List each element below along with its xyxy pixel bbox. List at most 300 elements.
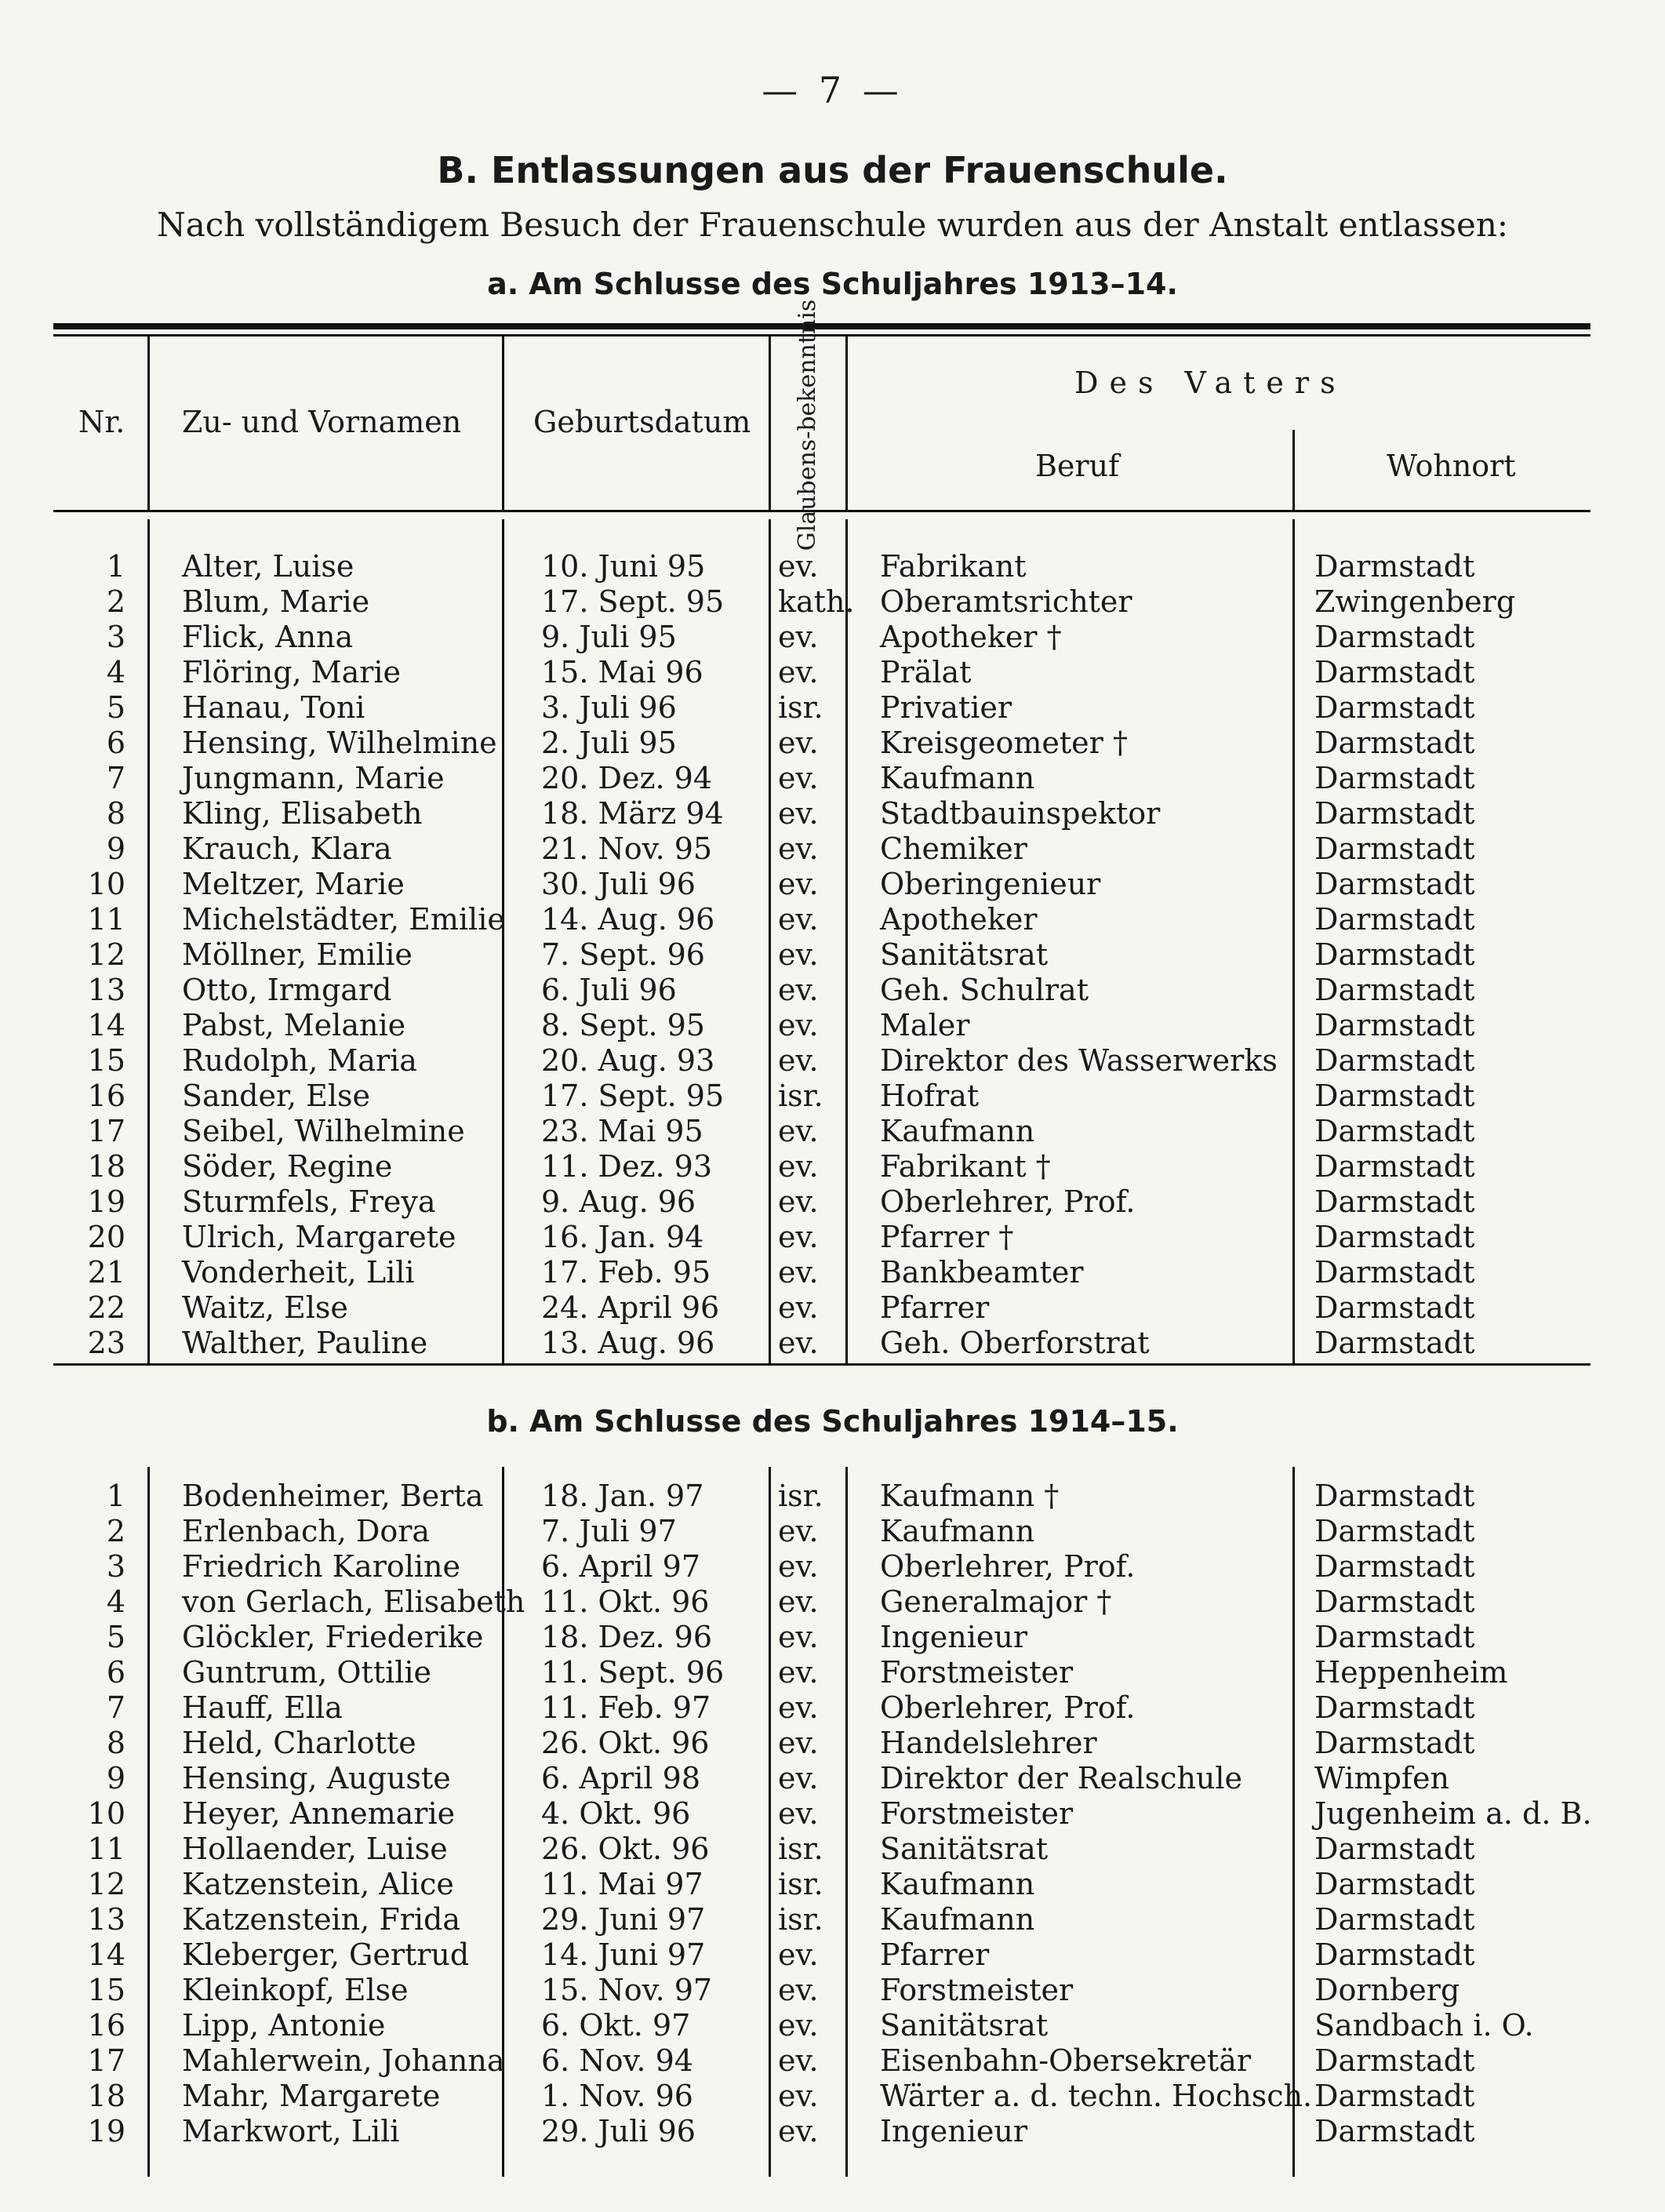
table-row [0,549,1665,584]
father-residence: Darmstadt [1314,690,1475,725]
father-residence: Darmstadt [1314,937,1475,972]
row-number: 10 [87,1796,125,1831]
birth-date: 20. Dez. 94 [541,761,712,795]
father-profession: Chemiker [880,831,1027,866]
birth-date: 9. Juli 95 [541,620,677,654]
row-number: 19 [87,1184,125,1219]
father-profession: Kaufmann [880,761,1035,795]
father-residence: Darmstadt [1314,1832,1475,1866]
student-name: Erlenbach, Dora [182,1514,431,1548]
student-name: Michelstädter, Emilie [182,902,505,937]
father-profession: Generalmajor † [880,1584,1112,1619]
row-number: 20 [87,1220,125,1254]
father-profession: Oberlehrer, Prof. [880,1184,1136,1219]
birth-date: 6. Nov. 94 [541,2043,693,2078]
faith: ev. [778,1514,819,1548]
faith: ev. [778,1690,819,1725]
row-number: 6 [106,726,125,760]
column-divider [769,336,771,510]
father-residence: Darmstadt [1314,620,1475,654]
father-profession: Kaufmann [880,1867,1035,1901]
father-profession: Apotheker [880,902,1038,937]
birth-date: 9. Aug. 96 [541,1184,696,1219]
father-profession: Forstmeister [880,1973,1074,2007]
row-number: 16 [87,1079,125,1113]
father-residence: Darmstadt [1314,2079,1475,2113]
father-profession: Bankbeamter [880,1255,1084,1290]
table-row [0,1690,1665,1726]
student-name: Glöckler, Friederike [182,1620,484,1654]
father-residence: Darmstadt [1314,726,1475,760]
row-number: 10 [87,867,125,901]
father-profession: Kaufmann † [880,1479,1060,1513]
faith: ev. [778,655,819,689]
birth-date: 15. Mai 96 [541,655,703,689]
father-profession: Kaufmann [880,1902,1035,1937]
father-profession: Forstmeister [880,1796,1074,1831]
row-number: 5 [106,1620,125,1654]
faith: ev. [778,1620,819,1654]
section-heading: B. Entlassungen aus der Frauenschule. [437,149,1228,191]
row-number: 9 [106,1761,125,1795]
row-number: 17 [87,1114,125,1148]
father-residence: Darmstadt [1314,1008,1475,1042]
row-number: 13 [87,1902,125,1937]
faith: ev. [778,2079,819,2113]
table-row [0,831,1665,867]
father-residence: Darmstadt [1314,1937,1475,1972]
faith: ev. [778,1149,819,1184]
birth-date: 11. Okt. 96 [541,1584,710,1619]
birth-date: 8. Sept. 95 [541,1008,705,1042]
table-row [0,1973,1665,2008]
student-name: Kleberger, Gertrud [182,1937,470,1972]
birth-date: 11. Sept. 96 [541,1655,725,1690]
row-number: 22 [87,1290,125,1325]
table-top-rule-thin [53,334,1590,337]
table-top-rule-thick [53,323,1590,329]
birth-date: 20. Aug. 93 [541,1043,715,1078]
student-name: Otto, Irmgard [182,973,392,1007]
birth-date: 17. Feb. 95 [541,1255,711,1290]
table-row [0,655,1665,690]
table-row [0,1514,1665,1549]
student-name: Flick, Anna [182,620,354,654]
table-row [0,2079,1665,2114]
faith: ev. [778,1326,819,1360]
row-number: 17 [87,2043,125,2078]
father-profession: Fabrikant [880,549,1027,584]
row-number: 2 [106,1514,125,1548]
birth-date: 24. April 96 [541,1290,720,1325]
student-name: Pabst, Melanie [182,1008,406,1042]
faith: ev. [778,1549,819,1584]
student-name: Vonderheit, Lili [182,1255,415,1290]
father-residence: Darmstadt [1314,1184,1475,1219]
student-name: Kling, Elisabeth [182,796,423,831]
faith: ev. [778,973,819,1007]
table-row [0,1326,1665,1361]
faith: isr. [778,1867,823,1901]
father-profession: Geh. Schulrat [880,973,1089,1007]
birth-date: 17. Sept. 95 [541,1079,725,1113]
student-name: Rudolph, Maria [182,1043,417,1078]
birth-date: 21. Nov. 95 [541,831,713,866]
row-number: 4 [106,655,125,689]
table-row [0,1726,1665,1761]
father-residence: Darmstadt [1314,1549,1475,1584]
column-divider [1292,430,1295,510]
row-number: 1 [106,549,125,584]
faith: ev. [778,549,819,584]
table-row [0,1290,1665,1326]
birth-date: 18. Dez. 96 [541,1620,712,1654]
father-profession: Prälat [880,655,972,689]
row-number: 7 [106,1690,125,1725]
father-residence: Darmstadt [1314,1079,1475,1113]
father-residence: Darmstadt [1314,1114,1475,1148]
father-profession: Eisenbahn-Obersekretär [880,2043,1252,2078]
father-profession: Kaufmann [880,1514,1035,1548]
column-divider [845,336,848,510]
row-number: 18 [87,1149,125,1184]
student-name: Bodenheimer, Berta [182,1479,484,1513]
row-number: 19 [87,2114,125,2148]
father-residence: Darmstadt [1314,1902,1475,1937]
father-residence: Darmstadt [1314,2043,1475,2078]
faith: isr. [778,1902,823,1937]
father-residence: Darmstadt [1314,1220,1475,1254]
student-name: Walther, Pauline [182,1326,428,1360]
father-residence: Dornberg [1314,1973,1460,2007]
student-name: Heyer, Annemarie [182,1796,456,1831]
faith: isr. [778,1079,823,1113]
student-name: Guntrum, Ottilie [182,1655,432,1690]
father-residence: Darmstadt [1314,1726,1475,1760]
birth-date: 7. Sept. 96 [541,937,705,972]
row-number: 14 [87,1937,125,1972]
table-row [0,1220,1665,1255]
table-row [0,1008,1665,1043]
row-number: 7 [106,761,125,795]
header-residence: Wohnort [1387,449,1516,483]
father-profession: Pfarrer † [880,1220,1014,1254]
faith: ev. [778,1937,819,1972]
student-name: Mahr, Margarete [182,2079,441,2113]
row-number: 18 [87,2079,125,2113]
father-profession: Handelslehrer [880,1726,1097,1760]
faith: ev. [778,1726,819,1760]
table-row [0,1184,1665,1220]
father-profession: Forstmeister [880,1655,1074,1690]
header-faith [773,299,843,551]
student-name: Markwort, Lili [182,2114,400,2148]
student-name: Hensing, Wilhelmine [182,726,497,760]
header-birth-date: Geburtsdatum [533,405,751,439]
father-residence: Darmstadt [1314,1479,1475,1513]
father-profession: Kaufmann [880,1114,1035,1148]
table-row [0,1761,1665,1796]
row-number: 6 [106,1655,125,1690]
student-name: Hauff, Ella [182,1690,343,1725]
father-profession: Sanitätsrat [880,937,1049,972]
table-section-a-bottom-rule [53,1363,1590,1366]
birth-date: 30. Juli 96 [541,867,696,901]
row-number: 11 [87,1832,125,1866]
faith: ev. [778,1255,819,1290]
table-row [0,1937,1665,1973]
birth-date: 7. Juli 97 [541,1514,677,1548]
birth-date: 13. Aug. 96 [541,1326,715,1360]
student-name: Jungmann, Marie [182,761,445,795]
faith: isr. [778,1832,823,1866]
table-row [0,620,1665,655]
faith: ev. [778,761,819,795]
faith: ev. [778,937,819,972]
header-faith-label: Glaubens-bekenntnis [794,299,821,551]
student-name: Sander, Else [182,1079,371,1113]
table-row [0,2114,1665,2149]
table-row [0,1479,1665,1514]
table-row [0,1043,1665,1079]
father-profession: Oberamtsrichter [880,584,1132,619]
father-residence: Darmstadt [1314,761,1475,795]
header-name: Zu- und Vornamen [182,405,462,439]
father-profession: Maler [880,1008,970,1042]
birth-date: 14. Juni 97 [541,1937,706,1972]
table-row [0,1584,1665,1620]
table-row [0,1620,1665,1655]
row-number: 15 [87,1973,125,2007]
student-name: Kleinkopf, Else [182,1973,409,2007]
faith: ev. [778,1184,819,1219]
father-profession: Ingenieur [880,2114,1028,2148]
table-row [0,1079,1665,1114]
birth-date: 11. Dez. 93 [541,1149,712,1184]
table-row [0,1867,1665,1902]
table-row [0,902,1665,937]
table-body-school-year-1914-15 [0,1479,1665,2149]
row-number: 4 [106,1584,125,1619]
birth-date: 23. Mai 95 [541,1114,703,1148]
table-row [0,1902,1665,1937]
faith: ev. [778,620,819,654]
faith: ev. [778,1796,819,1831]
column-divider [502,336,504,510]
father-residence: Darmstadt [1314,1326,1475,1360]
row-number: 8 [106,796,125,831]
row-number: 3 [106,1549,125,1584]
table-row [0,584,1665,620]
father-profession: Sanitätsrat [880,1832,1049,1866]
faith: ev. [778,1114,819,1148]
row-number: 16 [87,2008,125,2043]
row-number: 12 [87,1867,125,1901]
faith: ev. [778,1290,819,1325]
birth-date: 26. Okt. 96 [541,1832,710,1866]
birth-date: 17. Sept. 95 [541,584,725,619]
student-name: Katzenstein, Frida [182,1902,461,1937]
faith: ev. [778,1761,819,1795]
birth-date: 16. Jan. 94 [541,1220,704,1254]
table-row [0,867,1665,902]
birth-date: 18. März 94 [541,796,724,831]
student-name: Möllner, Emilie [182,937,413,972]
faith: kath. [778,584,855,619]
row-number: 13 [87,973,125,1007]
birth-date: 4. Okt. 96 [541,1796,691,1831]
father-profession: Oberingenieur [880,867,1101,901]
faith: ev. [778,2043,819,2078]
row-number: 8 [106,1726,125,1760]
table-row [0,1549,1665,1584]
student-name: Söder, Regine [182,1149,393,1184]
birth-date: 6. Juli 96 [541,973,677,1007]
faith: ev. [778,1584,819,1619]
student-name: Blum, Marie [182,584,370,619]
table-row [0,1796,1665,1832]
father-residence: Darmstadt [1314,973,1475,1007]
student-name: Ulrich, Margarete [182,1220,456,1254]
faith: ev. [778,1973,819,2007]
father-profession: Direktor der Realschule [880,1761,1243,1795]
student-name: Katzenstein, Alice [182,1867,454,1901]
father-residence: Darmstadt [1314,549,1475,584]
birth-date: 6. April 97 [541,1549,701,1584]
birth-date: 2. Juli 95 [541,726,677,760]
student-name: Meltzer, Marie [182,867,405,901]
father-residence: Darmstadt [1314,796,1475,831]
subheading-school-year-1914-15: b. Am Schlusse des Schuljahres 1914–15. [486,1404,1179,1439]
faith: ev. [778,2114,819,2148]
row-number: 14 [87,1008,125,1042]
father-residence: Darmstadt [1314,867,1475,901]
row-number: 2 [106,584,125,619]
father-profession: Direktor des Wasserwerks [880,1043,1278,1078]
row-number: 1 [106,1479,125,1513]
intro-sentence: Nach vollständigem Besuch der Frauenschule wurden aus der Anstalt entlassen: [156,206,1509,244]
father-residence: Darmstadt [1314,1514,1475,1548]
birth-date: 11. Feb. 97 [541,1690,711,1725]
student-name: Flöring, Marie [182,655,402,689]
table-row [0,796,1665,831]
table-row [0,690,1665,726]
father-profession: Hofrat [880,1079,980,1113]
father-residence: Darmstadt [1314,831,1475,866]
birth-date: 29. Juni 97 [541,1902,706,1937]
row-number: 5 [106,690,125,725]
faith: isr. [778,1479,823,1513]
table-row [0,937,1665,973]
student-name: Hensing, Auguste [182,1761,451,1795]
father-profession: Apotheker † [880,620,1062,654]
table-row [0,726,1665,761]
header-nr: Nr. [78,405,125,439]
father-residence: Darmstadt [1314,1043,1475,1078]
father-residence: Darmstadt [1314,1255,1475,1290]
father-residence: Darmstadt [1314,2114,1475,2148]
father-profession: Privatier [880,690,1012,725]
father-profession: Oberlehrer, Prof. [880,1549,1136,1584]
birth-date: 10. Juni 95 [541,549,706,584]
student-name: Krauch, Klara [182,831,392,866]
row-number: 9 [106,831,125,866]
table-row [0,1114,1665,1149]
birth-date: 29. Juli 96 [541,2114,696,2148]
father-profession: Kreisgeometer † [880,726,1128,760]
table-header-bottom-rule [53,510,1590,512]
birth-date: 1. Nov. 96 [541,2079,693,2113]
student-name: von Gerlach, Elisabeth [182,1584,525,1619]
faith: ev. [778,867,819,901]
student-name: Sturmfels, Freya [182,1184,436,1219]
table-row [0,2008,1665,2043]
table-row [0,1255,1665,1290]
father-profession: Oberlehrer, Prof. [880,1690,1136,1725]
faith: ev. [778,831,819,866]
page-number: — 7 — [762,69,903,111]
birth-date: 6. April 98 [541,1761,701,1795]
father-profession: Wärter a. d. techn. Hochsch. [880,2079,1313,2113]
father-profession: Sanitätsrat [880,2008,1049,2043]
row-number: 3 [106,620,125,654]
father-profession: Geh. Oberforstrat [880,1326,1150,1360]
father-residence: Sandbach i. O. [1314,2008,1534,2043]
father-residence: Darmstadt [1314,1690,1475,1725]
birth-date: 3. Juli 96 [541,690,677,725]
row-number: 15 [87,1043,125,1078]
faith: ev. [778,1655,819,1690]
table-row [0,1149,1665,1184]
row-number: 21 [87,1255,125,1290]
faith: ev. [778,796,819,831]
father-residence: Darmstadt [1314,902,1475,937]
row-number: 12 [87,937,125,972]
father-residence: Jugenheim a. d. B. [1314,1796,1592,1831]
father-residence: Zwingenberg [1314,584,1516,619]
birth-date: 26. Okt. 96 [541,1726,710,1760]
father-profession: Pfarrer [880,1937,990,1972]
father-residence: Darmstadt [1314,1867,1475,1901]
father-residence: Darmstadt [1314,1584,1475,1619]
student-name: Friedrich Karoline [182,1549,461,1584]
table-row [0,1832,1665,1867]
student-name: Hollaender, Luise [182,1832,448,1866]
student-name: Mahlerwein, Johanna [182,2043,505,2078]
student-name: Held, Charlotte [182,1726,416,1760]
faith: isr. [778,690,823,725]
table-row [0,761,1665,796]
birth-date: 18. Jan. 97 [541,1479,704,1513]
column-divider [147,336,150,510]
table-row [0,973,1665,1008]
father-residence: Darmstadt [1314,1620,1475,1654]
row-number: 23 [87,1326,125,1360]
faith: ev. [778,1008,819,1042]
table-row [0,1655,1665,1690]
header-father: Des Vaters [1074,366,1347,400]
header-profession: Beruf [1035,449,1120,483]
faith: ev. [778,1220,819,1254]
father-residence: Darmstadt [1314,655,1475,689]
faith: ev. [778,902,819,937]
birth-date: 15. Nov. 97 [541,1973,713,2007]
birth-date: 6. Okt. 97 [541,2008,691,2043]
faith: ev. [778,726,819,760]
father-residence: Darmstadt [1314,1149,1475,1184]
father-profession: Fabrikant † [880,1149,1051,1184]
student-name: Seibel, Wilhelmine [182,1114,465,1148]
